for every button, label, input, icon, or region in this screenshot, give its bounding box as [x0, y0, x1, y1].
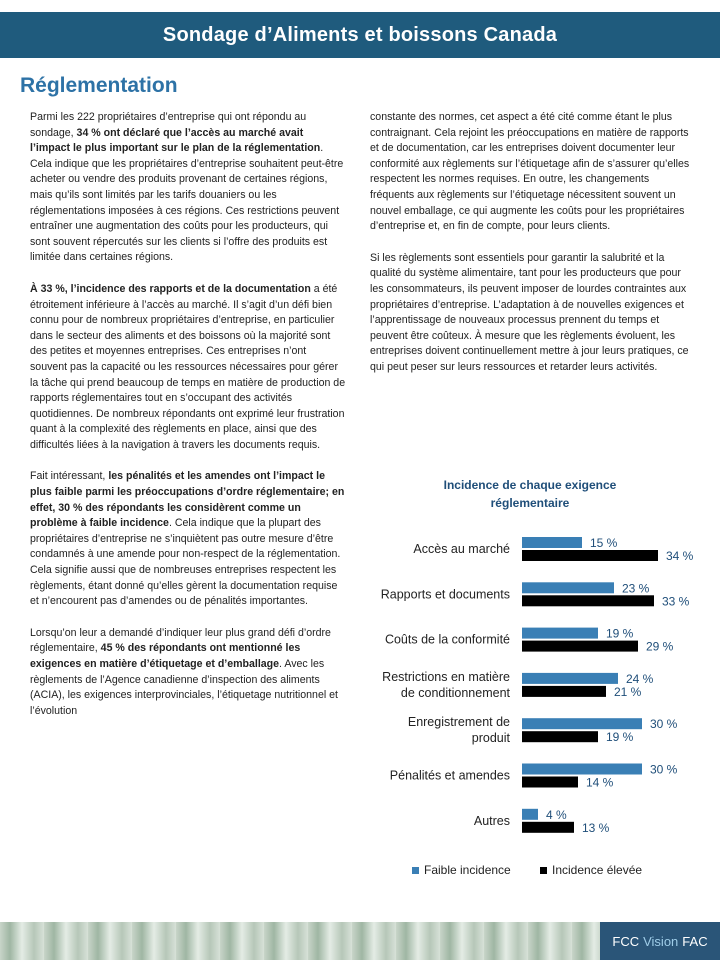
data-label: 34 % [666, 549, 694, 563]
category-label: Restrictions en matière [382, 669, 510, 684]
document-title: Sondage d’Aliments et boissons Canada [162, 23, 558, 46]
bar-low-incidence [522, 537, 582, 548]
legend-label: Incidence élevée [552, 863, 643, 877]
legend-label: Faible incidence [424, 863, 511, 877]
data-label: 21 % [614, 684, 642, 699]
data-label: 4 % [546, 807, 567, 822]
text: Parmi les 222 propriétaires d’entreprise qui ont répondu au sondage, [30, 111, 307, 139]
bar-low-incidence [522, 718, 642, 729]
category-label: de conditionnement [400, 685, 510, 700]
bottles-photo [0, 922, 600, 960]
section-title: Réglementation [20, 74, 178, 97]
left-column [30, 110, 346, 735]
bar-low-incidence [522, 628, 598, 639]
bar-high-incidence [522, 641, 638, 652]
data-label: 33 % [662, 594, 690, 609]
category-label: Pénalités et amendes [389, 768, 510, 783]
text: . Cela indique que les propriétaires d’entreprise souhaitent peut-être acheter ou vendre des produits provenant de certaines régions, mais qu’ils sont limités par les tarifs douaniers ou les réglementations imposées à ces régions. Ces restrictions peuvent entraîner une augmentation des coûts pour les producteurs, qui sont souvent répercutés sur les clients si l’offre des produits est limitée dans certaines régions. [30, 142, 344, 264]
bar-chart [360, 474, 710, 894]
data-label: 30 % [650, 762, 678, 777]
right-column [370, 110, 690, 392]
category-label: Coûts de la conformité [384, 632, 510, 647]
data-label: 30 % [650, 717, 678, 732]
bold-text: 45 % des répondants ont mentionné les exigences en matière d’étiquetage et d’emballage [30, 642, 301, 670]
data-label: 13 % [582, 820, 610, 835]
paragraph-labelling [30, 626, 346, 720]
paragraph-penalties [30, 469, 346, 609]
data-label: 15 % [590, 536, 618, 550]
text: Fait intéressant, [30, 470, 109, 483]
data-label: 23 % [622, 581, 650, 596]
legend-swatch [540, 867, 547, 874]
text: . Avec les règlements de l’Agence canadienne d’inspection des aliments (ACIA), les exigences interprovinciales, l’étiquetage nutritionnel et l’évolution [30, 658, 338, 717]
category-label: produit [471, 731, 510, 746]
data-label: 29 % [646, 639, 674, 654]
data-label: 19 % [606, 730, 634, 745]
bar-high-incidence [522, 550, 658, 561]
bold-text: les pénalités et les amendes ont l’impact le plus faible parmi les préoccupations d’ordre réglementaire; en effet, 30 % des répondants les considèrent comme un problème à faible incidence [30, 470, 345, 530]
fcc-logo [600, 922, 720, 960]
bar-high-incidence [522, 731, 598, 742]
text: . Cela indique que la plupart des propriétaires d’entreprise ne s’inquiètent pas outre mesure d’être condamnés à une amende pour non-respect de la réglementation. Cela signifie aussi que de nombreuses entreprises respectent les règlements, étant donné qu’elles gèrent la documentation requise et n’encourent pas d’amendes ou de pénalités importantes. [30, 517, 341, 608]
header-banner [0, 12, 720, 58]
data-label: 24 % [626, 671, 654, 686]
legend-swatch [412, 867, 419, 874]
data-label: 14 % [586, 775, 614, 790]
paragraph-labelling-continued: constante des normes, cet aspect a été cité comme étant le plus contraignant. Cela rejoint les préoccupations en matière de rapports et de documentation, car les entreprises doivent documenter leur conformité aux règlements sur l’étiquetage afin de s’assurer qu’elles respectent les normes requises. En outre, les changements fréquents aux règlements sur l’étiquetage nécessitent souvent un nouvel emballage, ce qui augmente les coûts pour les propriétaires d’entreprise et, en fin de compte, pour leurs clients. [370, 111, 690, 233]
paragraph-market-access [30, 110, 346, 266]
bar-high-incidence [522, 777, 578, 788]
text: Lorsqu’on leur a demandé d’indiquer leur plus grand défi d’ordre réglementaire, [30, 626, 331, 655]
bar-low-incidence [522, 673, 618, 684]
category-label: Enregistrement de [407, 715, 510, 730]
bar-high-incidence [522, 595, 654, 606]
footer [0, 922, 720, 960]
bar-low-incidence [522, 764, 642, 775]
category-label: Accès au marché [413, 542, 510, 556]
paragraph-conclusion: Si les règlements sont essentiels pour garantir la salubrité et la qualité du système alimentaire, tant pour les producteurs que pour les consommateurs, ils peuvent imposer de lourdes contraintes aux propriétaires d’entreprise. L’adaptation à de nouvelles exigences et l’apprentissage de nouveaux processus prennent du temps et peuvent être coûteux. À mesure que les règlements évoluent, les entreprises doivent continuellement mettre à jour leurs pratiques, ce qui peut peser sur leurs ressources et retarder leurs activités. [370, 251, 689, 373]
text: a été étroitement inférieure à l’accès au marché. Il s’agit d’un défi bien connu pour de nombreux propriétaires d’entreprise, en particulier dans le secteur des aliments et des boissons où la majorité sont des petites et moyennes entreprises. Ces entreprises n’ont souvent pas la capacité ou les ressources nécessaires pour gérer la tâche qui prend beaucoup de temps en matière de production de rapports réglementaires tout en s’occupant des activités quotidiennes. De nombreux répondants ont exprimé leur frustration quant à la complexité des règlements en place, ainsi que des difficultés liées à la navigation à travers les documents requis. [30, 282, 346, 451]
category-label: Autres [473, 813, 510, 828]
chart-title: Incidence de chaque exigence réglementaire [443, 478, 617, 510]
paragraph-reporting [30, 282, 346, 454]
data-label: 19 % [606, 626, 634, 641]
logo-fac: FAC [682, 933, 708, 949]
bar-low-incidence [522, 809, 538, 820]
bar-low-incidence [522, 582, 614, 593]
logo-vision: Vision [643, 933, 679, 949]
logo-fcc: FCC [612, 933, 640, 949]
bar-high-incidence [522, 686, 606, 697]
bold-text: 34 % ont déclaré que l’accès au marché avait l’impact le plus important sur le plan de la réglementation [30, 126, 321, 155]
bar-high-incidence [522, 822, 574, 833]
category-label: Rapports et documents [380, 587, 510, 602]
bold-text: À 33 %, l’incidence des rapports et de la documentation [30, 282, 311, 295]
